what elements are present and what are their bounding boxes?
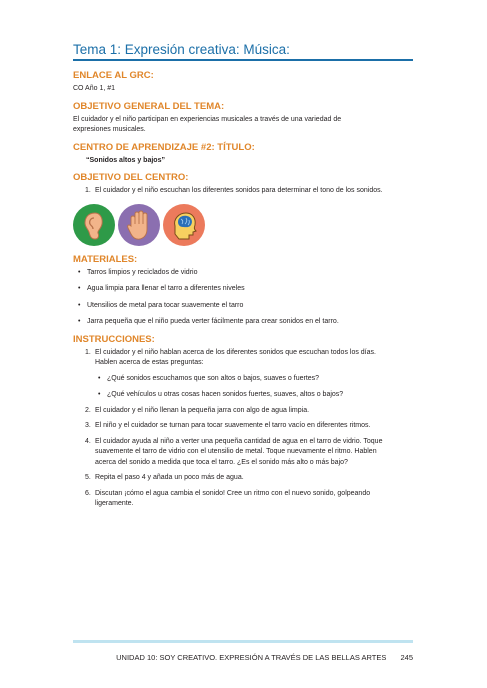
footer-unit-title: UNIDAD 10: SOY CREATIVO. EXPRESIÓN A TRAVÉS DE LAS BELLAS ARTES	[116, 653, 387, 662]
sub-list	[95, 374, 413, 401]
center-objective-list	[73, 186, 413, 197]
list-item	[73, 186, 413, 197]
head-brain-icon	[163, 204, 205, 246]
item-line: acerca del sonido a medida que toca el tarro. ¿Es el sonido más alto o más bajo?	[95, 458, 348, 466]
item-line: El cuidador ayuda al niño a verter una pequeña cantidad de agua en el tarro de vidrio. Toque	[95, 437, 383, 445]
center-objective-heading: OBJETIVO DEL CENTRO:	[73, 172, 189, 183]
item-number: 4.	[85, 437, 91, 445]
list-item: • Utensilios de metal para tocar suavemente el tarro	[73, 301, 413, 312]
list-item	[73, 489, 413, 510]
sub-list-item: • ¿Qué sonidos escuchamos que son altos o bajos, suaves o fuertes?	[95, 374, 413, 385]
list-item	[73, 437, 413, 469]
grc-heading: ENLACE AL GRC:	[73, 70, 154, 81]
page-number: 245	[400, 653, 413, 662]
item-number: 2.	[85, 406, 91, 414]
hand-icon	[118, 204, 160, 246]
item-number: 5.	[85, 474, 91, 481]
objective-line-1: El cuidador y el niño participan en experiencias musicales a través de una variedad de	[73, 115, 342, 123]
list-item: • Agua limpia para llenar el tarro a diferentes niveles	[73, 284, 413, 295]
instructions-heading: INSTRUCCIONES:	[73, 333, 155, 345]
item-number: 6.	[85, 489, 91, 497]
list-item	[73, 406, 413, 417]
objective-line-2: expresiones musicales.	[73, 126, 146, 133]
item-number: 3.	[85, 422, 91, 429]
ear-icon	[73, 204, 115, 246]
item-text: El cuidador y el niño escuchan los diferentes sonidos para determinar el tono de los sonidos.	[95, 187, 383, 194]
center-heading: CENTRO DE APRENDIZAJE #2: TÍTULO:	[73, 141, 255, 153]
item-line: Hablen acerca de estas preguntas:	[95, 359, 204, 366]
list-item: • Tarros limpios y reciclados de vidrio	[73, 268, 413, 279]
item-line: Repita el paso 4 y añada un poco más de agua.	[95, 474, 244, 481]
item-line: Discutan ¡cómo el agua cambia el sonido! Cree un ritmo con el nuevo sonido, golpeando	[95, 489, 371, 497]
page-footer	[73, 653, 413, 662]
item-line: ligeramente.	[95, 500, 134, 507]
item-line: El cuidador y el niño hablan acerca de los diferentes sonidos que escuchan todos los días.	[95, 348, 376, 356]
item-line: suavemente el tarro de vidrio con el utensilio de metal. Toque nuevamente el ritmo. Hablen	[95, 448, 377, 455]
item-line: El niño y el cuidador se turnan para tocar suavemente el tarro vacío en diferentes ritmos.	[95, 422, 371, 429]
list-item	[73, 348, 413, 401]
list-item	[73, 473, 413, 484]
page-title: Tema 1: Expresión creativa: Música:	[73, 42, 290, 57]
footer-divider	[73, 640, 413, 643]
content	[73, 70, 413, 515]
grc-text: CO Año 1, #1	[73, 85, 116, 92]
item-number: 1.	[85, 348, 91, 356]
item-number: 1.	[85, 187, 91, 194]
title-divider	[73, 59, 413, 61]
senses-icons	[73, 204, 413, 246]
item-line: El cuidador y el niño llenan la pequeña jarra con algo de agua limpia.	[95, 406, 310, 414]
instructions-list	[73, 348, 413, 510]
sub-list-item: • ¿Qué vehículos u otras cosas hacen sonidos fuertes, suaves, altos o bajos?	[95, 390, 413, 401]
center-subtitle: “Sonidos altos y bajos”	[86, 156, 165, 164]
objective-heading: OBJETIVO GENERAL DEL TEMA:	[73, 100, 225, 112]
materials-heading: MATERIALES:	[73, 253, 138, 265]
materials-list	[73, 268, 413, 328]
list-item	[73, 421, 413, 432]
list-item: • Jarra pequeña que el niño pueda verter fácilmente para crear sonidos en el tarro.	[73, 317, 413, 328]
